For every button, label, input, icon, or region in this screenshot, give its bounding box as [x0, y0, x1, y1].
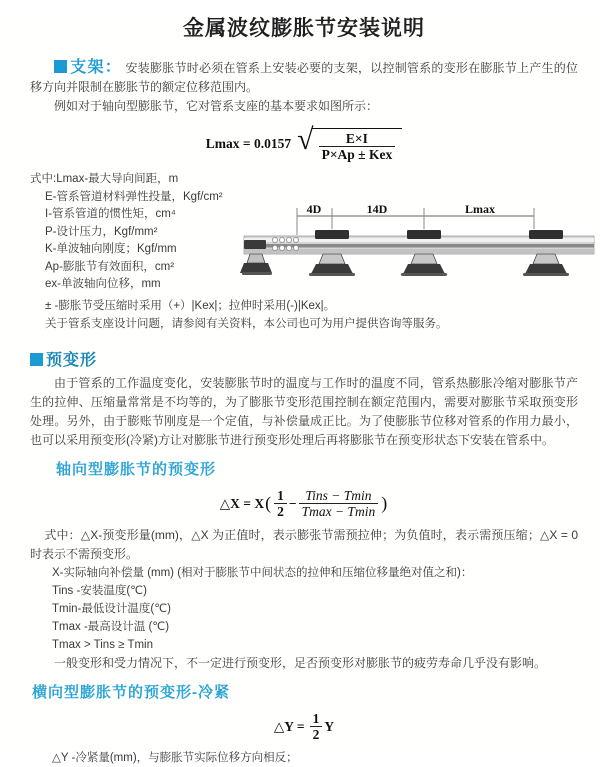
support-paragraph-1 [30, 58, 578, 97]
definition-line: K-单波轴向刚度；Kgf/mm [45, 243, 177, 255]
temp-numerator: Tins − Tmin [299, 488, 379, 504]
page-title: 金属波纹膨胀节安装说明 [183, 17, 425, 40]
formula-lateral-rhs: Y [324, 718, 335, 734]
minus-sign: − [288, 495, 297, 511]
section-header-support [54, 61, 126, 75]
formula-lmax-denominator: P×Ap ± Kex [321, 147, 393, 162]
formula-axial [30, 488, 578, 519]
pipe-support-requirement-diagram [244, 202, 594, 297]
definition-line: Ap-膨胀节有效面积，cm² [45, 260, 175, 273]
predeform-paragraph: 由于管系的工作温度变化，安装膨胀节时的温度与工作时的温度不同，管系热膨胀冷缩对膨胀节产生的拉伸、压缩量常常是不均等的，为了膨胀节变形范围控制在额定范围内，需要对膨胀节采取预变形处理。另外，由于膨账节刚度是一个定值，与补偿量成正比。为了使膨胀节位移对管系的作用力最小，也可以采用预变形(冷紧)方让对膨胀节进行预变形处理后再将膨胀节在预变形状态下安装在管系中。 [30, 376, 578, 447]
formula-axial-lhs: △X = X [219, 495, 265, 511]
section-bullet-icon [30, 353, 43, 366]
formula-lmax-lhs: Lmax = 0.0157 [205, 135, 292, 151]
axial-note: 一般变形和受力情况下，不一定进行预变形，足否预变形对膨胀节的疲劳寿命几乎没有影响。 [54, 656, 547, 670]
document-page [0, 12, 600, 764]
radical-sign: √ [297, 123, 314, 156]
subsection-header-lateral: 横向型膨胀节的预变形-冷紧 [32, 684, 230, 701]
dimension-label-4d: 4D [306, 202, 322, 216]
lateral-numerator: 1 [310, 711, 323, 727]
section-title-support: 支架： [70, 59, 122, 76]
formula-lateral-lhs: △Y = [273, 718, 305, 734]
axial-explain-paragraph: 式中：△X-预变形量(mm)，△X 为正值时，表示膨张节需预拉伸；为负值时，表示需预压缩；△X = 0时表示不需预变形。 [30, 528, 578, 561]
x-definition-line: X-实际轴向补偿量 (mm) (相对于膨胀节中间状态的拉伸和压缩位移量绝对值之和)： [52, 567, 473, 579]
definition-line: 式中:Lmax-最大导向间距，m [30, 173, 179, 185]
sqrt-radical [297, 125, 402, 162]
temperature-line: Tmax -最高设计温 (℃) [52, 621, 170, 633]
formula-lmax [30, 125, 578, 162]
definition-line: E-管系管道材料弹性投量，Kgf/cm² [45, 190, 223, 203]
dimension-label-lmax: Lmax [465, 202, 495, 216]
subsection-header-axial: 轴向型膨胀节的预变形 [56, 461, 217, 478]
support-paragraph-2: 例如对于轴向型膨胀节，它对管系支座的基本要求如图所示： [54, 99, 379, 113]
service-note: 关于管系支座设计问题，请参阅有关资料，本公司也可为用户提供咨询等服务。 [45, 318, 448, 330]
temp-denominator: Tmax − Tmin [301, 504, 376, 519]
symbol-definitions [30, 171, 578, 297]
temperature-line: Tmax > Tins ≥ Tmin [52, 639, 153, 651]
definition-line: P-设计压力，Kgf/mm² [45, 225, 158, 238]
right-paren: ) [381, 493, 388, 513]
support-paragraph-1-text: 安装膨胀节时必须在管系上安装必要的支架，以控制管系的变形在膨胀节上产生的位移方向并限制在膨胀节的额定位移范围内。 [30, 61, 578, 94]
lateral-explain-line: △Y -冷紧量(mm)，与膨胀节实际位移方向相反； [52, 752, 298, 764]
dimension-label-14d: 14D [366, 202, 388, 216]
section-bullet-icon [54, 60, 67, 73]
left-paren: ( [265, 493, 272, 513]
formula-lmax-numerator: E×I [319, 131, 396, 147]
lateral-denominator: 2 [312, 727, 320, 742]
half-denominator: 2 [277, 504, 284, 519]
temperature-line: Tmin-最低设计温度(℃) [52, 603, 171, 615]
definition-line: I-管系管道的惯性矩，cm⁴ [45, 208, 176, 220]
temperature-line: Tins -安装温度(℃) [52, 585, 147, 597]
section-header-predeform [30, 347, 578, 370]
definition-line: ex-单波轴向位移，mm [45, 278, 161, 290]
section-title-predeform: 预变形 [46, 352, 98, 369]
half-numerator: 1 [274, 488, 287, 504]
plus-minus-note: ± -膨胀节受压缩时采用（+）|Kex|；拉伸时采用(-)|Kex|。 [45, 300, 336, 312]
formula-lateral [30, 711, 578, 742]
